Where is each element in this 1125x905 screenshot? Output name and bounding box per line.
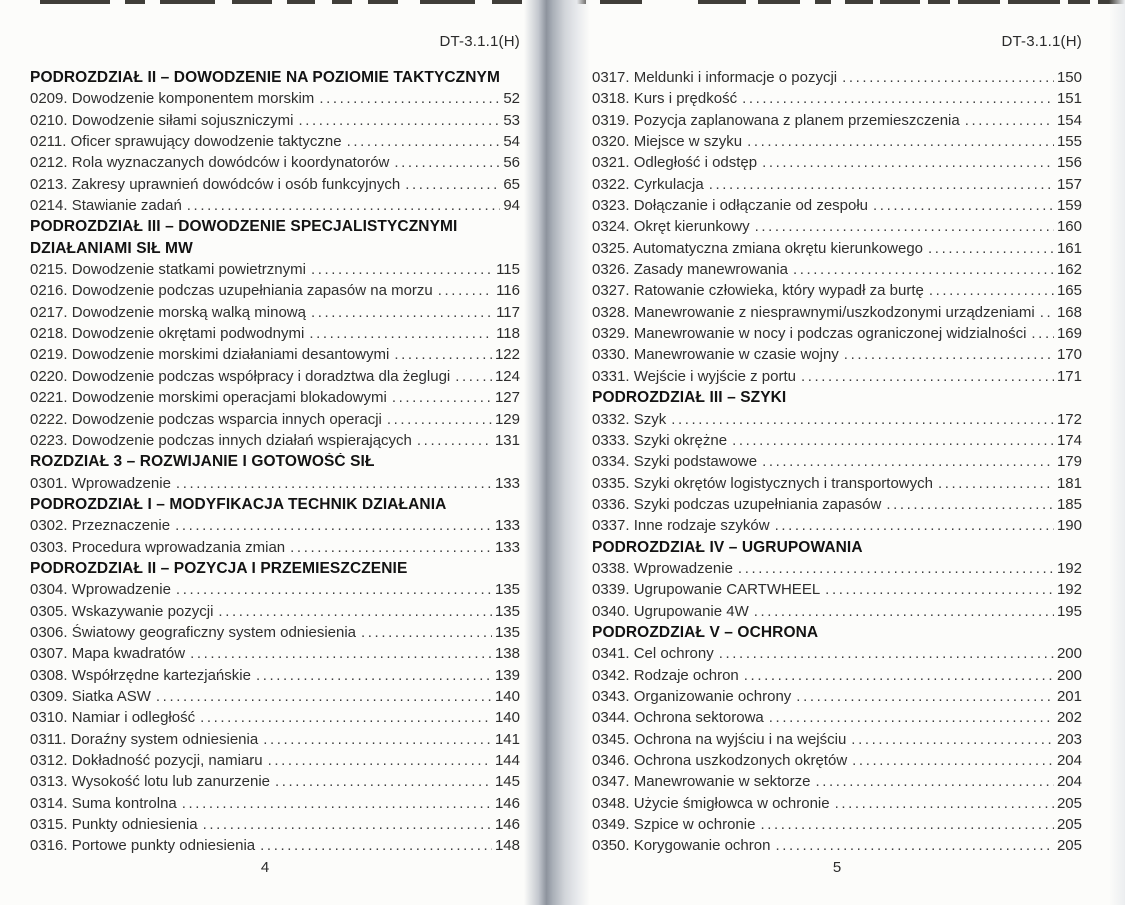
toc-entry	[30, 176, 520, 197]
toc-entry-page-number: 165	[1056, 282, 1082, 300]
toc-entry-title: 0348. Użycie śmigłowca w ochronie	[592, 794, 830, 812]
toc-entry-title: 0326. Zasady manewrowania	[592, 261, 788, 279]
dot-leader	[176, 475, 492, 492]
toc-entry-title: 0306. Światowy geograficzny system odniesienia	[30, 623, 357, 641]
toc-entry-title: 0307. Mapa kwadratów	[30, 645, 186, 663]
toc-section-heading: PODROZDZIAŁ I – MODYFIKACJA TECHNIK DZIAŁANIA	[30, 495, 447, 513]
dot-leader	[754, 603, 1054, 620]
toc-entry-title: 0323. Dołączanie i odłączanie od zespołu	[592, 197, 869, 215]
toc-entry-page-number: 52	[503, 90, 520, 108]
dot-leader	[175, 517, 492, 534]
dot-leader	[438, 282, 493, 299]
toc-entry-page-number: 155	[1056, 133, 1082, 151]
toc-entry-title: 0221. Dowodzenie morskimi operacjami blokadowymi	[30, 389, 387, 407]
toc-entry	[30, 731, 520, 752]
dot-leader	[928, 240, 1054, 257]
toc-entry-title: 0332. Szyk	[592, 410, 667, 428]
toc-entry-page-number: 205	[1056, 816, 1082, 834]
toc-entry	[30, 752, 520, 773]
toc-section-heading: PODROZDZIAŁ III – SZYKI	[592, 389, 787, 407]
toc-entry	[592, 709, 1082, 730]
toc-entry-title: 0336. Szyki podczas uzupełniania zapasów	[592, 495, 882, 513]
toc-entry	[592, 240, 1082, 261]
toc-entry-page-number: 133	[494, 538, 520, 556]
dot-leader	[268, 752, 492, 769]
toc-entry	[30, 539, 520, 560]
dot-leader	[1031, 325, 1054, 342]
toc-entry-page-number: 192	[1056, 559, 1082, 577]
book-gutter-shadow	[524, 0, 590, 905]
dot-leader	[747, 133, 1054, 150]
toc-entry-title: 0331. Wejście i wyjście z portu	[592, 367, 796, 385]
toc-entry-page-number: 127	[494, 389, 520, 407]
dot-leader	[405, 176, 500, 193]
dot-leader	[394, 154, 500, 171]
toc-entry	[592, 795, 1082, 816]
toc-entry	[30, 304, 520, 325]
toc-entry	[592, 69, 1082, 90]
toc-entry-page-number: 56	[503, 154, 520, 172]
toc-section-heading: DZIAŁANIAMI SIŁ MW	[30, 239, 193, 257]
toc-entry	[30, 112, 520, 133]
toc-entry-page-number: 159	[1056, 197, 1082, 215]
toc-entry	[592, 218, 1082, 239]
toc-entry-page-number: 145	[494, 773, 520, 791]
toc-entry-title: 0349. Szpice w ochronie	[592, 816, 756, 834]
toc-entry	[30, 197, 520, 218]
toc-entry-title: 0309. Siatka ASW	[30, 687, 151, 705]
toc-right-page	[592, 69, 1082, 859]
toc-entry-title: 0321. Odległość i odstęp	[592, 154, 758, 172]
page-header-code-left: DT-3.1.1(H)	[439, 33, 520, 50]
toc-entry	[592, 261, 1082, 282]
toc-entry-title: 0218. Dowodzenie okrętami podwodnymi	[30, 325, 305, 343]
toc-entry-title: 0308. Współrzędne kartezjańskie	[30, 666, 251, 684]
dot-leader	[156, 688, 492, 705]
toc-entry-title: 0345. Ochrona na wyjściu i na wejściu	[592, 730, 847, 748]
toc-entry-page-number: 200	[1056, 645, 1082, 663]
toc-entry	[30, 795, 520, 816]
toc-entry-page-number: 117	[496, 303, 520, 321]
toc-entry	[592, 197, 1082, 218]
toc-entry-title: 0222. Dowodzenie podczas wsparcia innych operacji	[30, 410, 382, 428]
toc-entry	[592, 752, 1082, 773]
toc-entry-title: 0305. Wskazywanie pozycji	[30, 602, 214, 620]
toc-entry	[592, 453, 1082, 474]
toc-entry-title: 0341. Cel ochrony	[592, 645, 714, 663]
dot-leader	[455, 368, 492, 385]
toc-entry	[592, 90, 1082, 111]
toc-entry-title: 0312. Dokładność pozycji, namiaru	[30, 752, 263, 769]
toc-entry-page-number: 168	[1056, 303, 1082, 321]
toc-entry-page-number: 195	[1056, 602, 1082, 620]
toc-entry-page-number: 118	[496, 325, 520, 343]
page-edge-shadow	[1109, 0, 1125, 905]
toc-entry-title: 0324. Okręt kierunkowy	[592, 218, 750, 236]
toc-entry	[30, 624, 520, 645]
page-number-right: 5	[832, 859, 842, 876]
toc-entry-page-number: 174	[1056, 431, 1082, 449]
toc-entry-title: 0217. Dowodzenie morską walką minową	[30, 303, 306, 321]
toc-entry-title: 0334. Szyki podstawowe	[592, 453, 758, 471]
toc-entry-title: 0337. Inne rodzaje szyków	[592, 517, 770, 535]
toc-entry-title: 0325. Automatyczna zmiana okrętu kierunkowego	[592, 239, 924, 257]
toc-left-page	[30, 69, 520, 859]
dot-leader	[275, 773, 492, 790]
toc-entry	[592, 112, 1082, 133]
toc-entry	[592, 432, 1082, 453]
dot-leader	[719, 645, 1054, 662]
toc-entry-page-number: 200	[1056, 666, 1082, 684]
toc-section-heading: ROZDZIAŁ 3 – ROZWIJANIE I GOTOWOŚĆ SIŁ	[30, 453, 375, 471]
toc-entry	[30, 325, 520, 346]
toc-entry-title: 0303. Procedura wprowadzania zmian	[30, 538, 286, 556]
toc-entry-page-number: 146	[494, 816, 520, 834]
toc-entry	[592, 325, 1082, 346]
dot-leader	[187, 197, 501, 214]
toc-section-heading: PODROZDZIAŁ V – OCHRONA	[592, 623, 819, 641]
dot-leader	[744, 667, 1054, 684]
toc-entry-page-number: 202	[1056, 709, 1082, 727]
toc-entry	[30, 432, 520, 453]
toc-entry-page-number: 154	[1056, 111, 1082, 129]
dot-leader	[769, 709, 1054, 726]
toc-entry-title: 0335. Szyki okrętów logistycznych i transportowych	[592, 474, 933, 492]
dot-leader	[361, 624, 492, 641]
toc-entry-page-number: 162	[1056, 261, 1082, 279]
dot-leader	[309, 325, 493, 342]
toc-entry-page-number: 170	[1056, 346, 1082, 364]
toc-entry-title: 0340. Ugrupowanie 4W	[592, 602, 749, 620]
dot-leader	[290, 539, 492, 556]
toc-entry	[30, 261, 520, 282]
toc-entry	[30, 389, 520, 410]
toc-entry-title: 0314. Suma kontrolna	[30, 794, 177, 812]
toc-entry-title: 0311. Doraźny system odniesienia	[30, 730, 259, 748]
toc-entry-page-number: 157	[1056, 175, 1082, 193]
toc-entry	[592, 346, 1082, 367]
toc-entry	[30, 90, 520, 111]
dot-leader	[1040, 304, 1054, 321]
toc-entry	[30, 475, 520, 496]
toc-entry	[592, 517, 1082, 538]
dot-leader	[760, 816, 1054, 833]
toc-entry	[592, 304, 1082, 325]
toc-entry	[30, 133, 520, 154]
toc-section-heading: PODROZDZIAŁ IV – UGRUPOWANIA	[592, 538, 863, 556]
toc-entry-title: 0318. Kurs i prędkość	[592, 90, 738, 108]
toc-entry-title: 0344. Ochrona sektorowa	[592, 709, 764, 727]
toc-entry	[592, 603, 1082, 624]
dot-leader	[775, 837, 1054, 854]
dot-leader	[319, 90, 500, 107]
toc-entry-title: 0319. Pozycja zaplanowana z planem przemieszczenia	[592, 111, 960, 129]
dot-leader	[176, 581, 492, 598]
toc-entry-title: 0315. Punkty odniesienia	[30, 816, 198, 834]
toc-entry-page-number: 53	[503, 111, 520, 129]
toc-entry-page-number: 172	[1056, 410, 1082, 428]
toc-entry	[592, 837, 1082, 858]
toc-entry-title: 0320. Miejsce w szyku	[592, 133, 743, 151]
dot-leader	[965, 112, 1054, 129]
toc-entry-page-number: 122	[494, 346, 520, 364]
toc-entry-title: 0313. Wysokość lotu lub zanurzenie	[30, 773, 270, 791]
toc-entry	[592, 475, 1082, 496]
toc-entry-page-number: 146	[494, 794, 520, 812]
toc-entry-title: 0211. Oficer sprawujący dowodzenie taktyczne	[30, 133, 342, 151]
toc-entry-page-number: 148	[494, 837, 520, 855]
dot-leader	[796, 688, 1054, 705]
toc-entry	[592, 731, 1082, 752]
toc-entry	[30, 411, 520, 432]
toc-entry	[592, 411, 1082, 432]
toc-entry-page-number: 133	[494, 474, 520, 492]
dot-leader	[732, 432, 1054, 449]
toc-section-heading: PODROZDZIAŁ II – POZYCJA I PRZEMIESZCZENIE	[30, 559, 408, 577]
dot-leader	[263, 731, 492, 748]
dot-leader	[835, 795, 1054, 812]
dot-leader	[182, 795, 492, 812]
page-header-code-right: DT-3.1.1(H)	[1001, 33, 1082, 50]
dot-leader	[709, 176, 1054, 193]
toc-entry	[592, 496, 1082, 517]
toc-entry-page-number: 135	[494, 623, 520, 641]
toc-entry-page-number: 179	[1056, 453, 1082, 471]
toc-entry-page-number: 115	[496, 261, 520, 279]
dot-leader	[851, 731, 1054, 748]
dot-leader	[298, 112, 500, 129]
toc-entry-title: 0304. Wprowadzenie	[30, 581, 171, 599]
toc-entry	[592, 581, 1082, 602]
toc-entry-page-number: 138	[494, 645, 520, 663]
toc-entry	[30, 603, 520, 624]
dot-leader	[200, 709, 492, 726]
toc-entry-page-number: 156	[1056, 154, 1082, 172]
dot-leader	[260, 837, 492, 854]
toc-entry-title: 0219. Dowodzenie morskimi działaniami desantowymi	[30, 346, 390, 364]
toc-entry-page-number: 54	[503, 133, 520, 151]
toc-entry-title: 0322. Cyrkulacja	[592, 175, 704, 193]
toc-entry-title: 0223. Dowodzenie podczas innych działań wspierających	[30, 431, 412, 449]
toc-entry	[592, 368, 1082, 389]
toc-entry-page-number: 135	[494, 602, 520, 620]
toc-entry	[592, 282, 1082, 303]
toc-entry-page-number: 133	[494, 517, 520, 535]
toc-entry-title: 0220. Dowodzenie podczas współpracy i doradztwa dla żeglugi	[30, 367, 451, 385]
toc-entry	[30, 645, 520, 666]
dot-leader	[394, 346, 492, 363]
toc-entry-page-number: 94	[503, 197, 520, 215]
dot-leader	[775, 517, 1054, 534]
dot-leader	[844, 346, 1054, 363]
toc-entry-title: 0338. Wprowadzenie	[592, 559, 733, 577]
toc-entry-title: 0339. Ugrupowanie CARTWHEEL	[592, 581, 821, 599]
dot-leader	[671, 411, 1054, 428]
toc-entry-title: 0333. Szyki okrężne	[592, 431, 728, 449]
dot-leader	[387, 411, 492, 428]
toc-entry	[592, 176, 1082, 197]
dot-leader	[762, 453, 1054, 470]
toc-entry	[30, 688, 520, 709]
dot-leader	[793, 261, 1054, 278]
toc-entry	[592, 816, 1082, 837]
dot-leader	[886, 496, 1054, 513]
toc-section-heading: PODROZDZIAŁ II – DOWODZENIE NA POZIOMIE TAKTYCZNYM	[30, 69, 500, 86]
toc-entry-title: 0350. Korygowanie ochron	[592, 837, 771, 855]
toc-entry	[592, 688, 1082, 709]
toc-entry-page-number: 204	[1056, 773, 1082, 791]
dot-leader	[873, 197, 1054, 214]
dot-leader	[842, 69, 1054, 86]
toc-entry	[30, 667, 520, 688]
dot-leader	[256, 667, 492, 684]
dot-leader	[815, 773, 1054, 790]
toc-entry-page-number: 140	[494, 687, 520, 705]
toc-entry-page-number: 124	[494, 367, 520, 385]
toc-entry-page-number: 205	[1056, 794, 1082, 812]
toc-entry-page-number: 161	[1056, 239, 1082, 257]
dot-leader	[938, 475, 1054, 492]
toc-entry-title: 0327. Ratowanie człowieka, który wypadł za burtę	[592, 282, 924, 300]
toc-entry-page-number: 204	[1056, 752, 1082, 769]
toc-entry-title: 0212. Rola wyznaczanych dowódców i koordynatorów	[30, 154, 390, 172]
toc-entry-title: 0346. Ochrona uszkodzonych okrętów	[592, 752, 848, 769]
toc-entry-title: 0347. Manewrowanie w sektorze	[592, 773, 811, 791]
toc-entry-title: 0317. Meldunki i informacje o pozycji	[592, 69, 838, 86]
toc-entry-title: 0328. Manewrowanie z niesprawnymi/uszkodzonymi urządzeniami	[592, 303, 1035, 321]
toc-entry-page-number: 192	[1056, 581, 1082, 599]
dot-leader	[347, 133, 501, 150]
toc-entry-page-number: 144	[494, 752, 520, 769]
toc-entry	[30, 581, 520, 602]
dot-leader	[392, 389, 492, 406]
toc-entry-title: 0329. Manewrowanie w nocy i podczas ograniczonej widzialności	[592, 325, 1027, 343]
page-number-left: 4	[260, 859, 270, 876]
toc-entry-title: 0343. Organizowanie ochrony	[592, 687, 792, 705]
dot-leader	[801, 368, 1054, 385]
toc-entry	[592, 773, 1082, 794]
toc-entry-page-number: 150	[1056, 69, 1082, 86]
toc-entry-title: 0213. Zakresy uprawnień dowódców i osób funkcyjnych	[30, 175, 401, 193]
toc-entry-page-number: 151	[1056, 90, 1082, 108]
toc-entry-page-number: 116	[496, 282, 520, 300]
dot-leader	[311, 261, 493, 278]
toc-entry-page-number: 160	[1056, 218, 1082, 236]
toc-entry-page-number: 203	[1056, 730, 1082, 748]
toc-entry-page-number: 65	[503, 175, 520, 193]
toc-entry	[592, 560, 1082, 581]
toc-entry	[30, 837, 520, 858]
dot-leader	[742, 90, 1054, 107]
toc-entry-page-number: 139	[494, 666, 520, 684]
toc-entry	[592, 133, 1082, 154]
toc-entry	[592, 667, 1082, 688]
toc-entry-title: 0209. Dowodzenie komponentem morskim	[30, 90, 315, 108]
toc-entry-page-number: 201	[1056, 687, 1082, 705]
dot-leader	[218, 603, 492, 620]
dot-leader	[852, 752, 1054, 769]
toc-entry-page-number: 141	[494, 730, 520, 748]
toc-entry-page-number: 205	[1056, 837, 1082, 855]
toc-entry-title: 0301. Wprowadzenie	[30, 474, 171, 492]
toc-entry-page-number: 190	[1056, 517, 1082, 535]
toc-section-heading: PODROZDZIAŁ III – DOWODZENIE SPECJALISTYCZNYMI	[30, 218, 458, 236]
toc-entry-title: 0330. Manewrowanie w czasie wojny	[592, 346, 839, 364]
dot-leader	[203, 816, 492, 833]
toc-entry-title: 0342. Rodzaje ochron	[592, 666, 739, 684]
dot-leader	[417, 432, 492, 449]
toc-entry-page-number: 131	[494, 431, 520, 449]
toc-entry	[30, 282, 520, 303]
toc-entry-title: 0210. Dowodzenie siłami sojuszniczymi	[30, 111, 294, 129]
toc-entry-page-number: 181	[1056, 474, 1082, 492]
dot-leader	[929, 282, 1054, 299]
dot-leader	[825, 581, 1054, 598]
toc-entry	[30, 816, 520, 837]
dot-leader	[190, 645, 492, 662]
toc-entry-page-number: 171	[1056, 367, 1082, 385]
toc-entry-title: 0214. Stawianie zadań	[30, 197, 182, 215]
toc-entry	[30, 346, 520, 367]
toc-entry-title: 0216. Dowodzenie podczas uzupełniania zapasów na morzu	[30, 282, 433, 300]
toc-entry	[30, 709, 520, 730]
toc-entry-page-number: 129	[494, 410, 520, 428]
toc-entry	[30, 368, 520, 389]
toc-entry	[30, 517, 520, 538]
dot-leader	[755, 218, 1054, 235]
toc-entry	[592, 154, 1082, 175]
toc-entry-title: 0310. Namiar i odległość	[30, 709, 196, 727]
toc-entry-title: 0316. Portowe punkty odniesienia	[30, 837, 256, 855]
toc-entry-page-number: 140	[494, 709, 520, 727]
dot-leader	[311, 304, 493, 321]
toc-entry	[592, 645, 1082, 666]
dot-leader	[762, 154, 1054, 171]
toc-entry-title: 0215. Dowodzenie statkami powietrznymi	[30, 261, 306, 279]
toc-entry-page-number: 185	[1056, 495, 1082, 513]
toc-entry-page-number: 135	[494, 581, 520, 599]
toc-entry	[30, 154, 520, 175]
dot-leader	[738, 560, 1054, 577]
toc-entry	[30, 773, 520, 794]
toc-entry-title: 0302. Przeznaczenie	[30, 517, 171, 535]
toc-entry-page-number: 169	[1056, 325, 1082, 343]
